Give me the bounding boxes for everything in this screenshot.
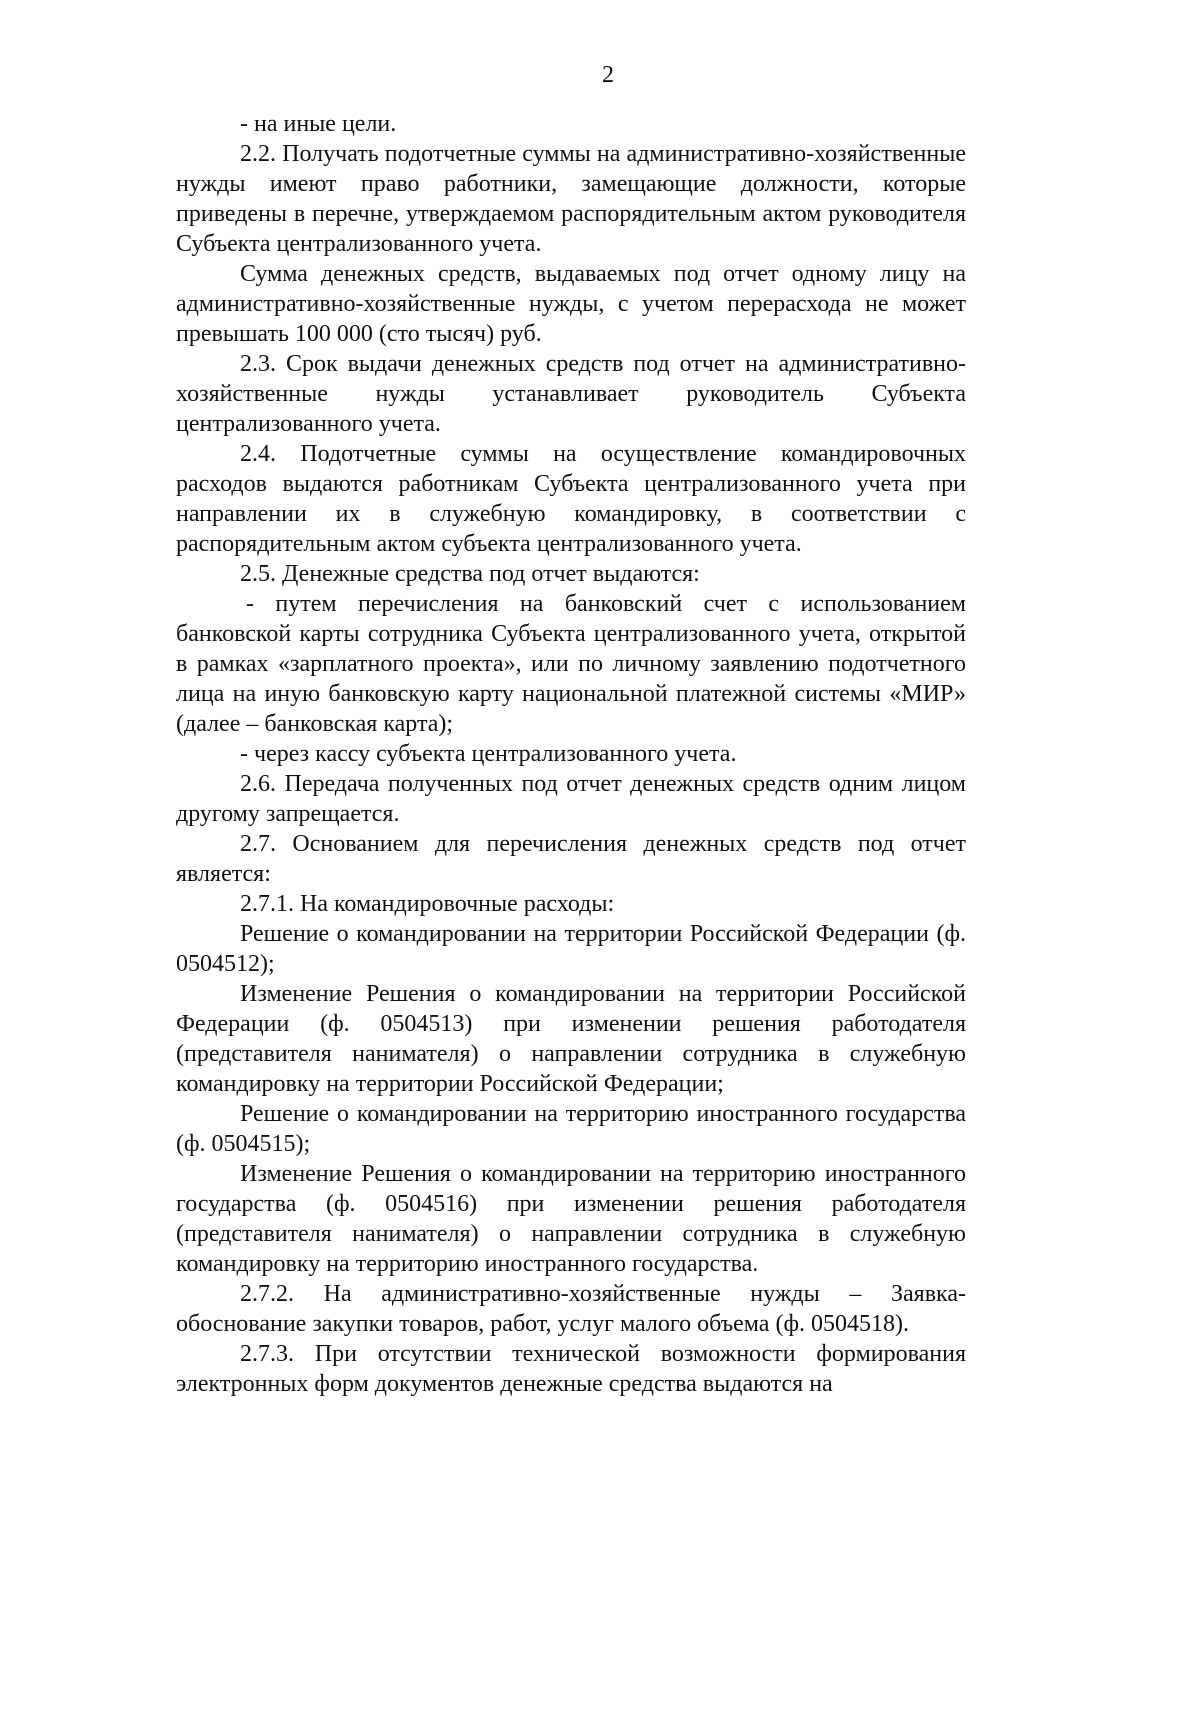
paragraph-2-7-3: 2.7.3. При отсутствии технической возможности формирования электронных форм документов денежные средства выдаются на xyxy=(176,1341,966,1397)
page-number: 2 xyxy=(602,62,614,88)
paragraph-amount-limit: Сумма денежных средств, выдаваемых под отчет одному лицу на административно-хозяйственные нужды, с учетом перерасхода не может превышать 100 000 (сто тысяч) руб. xyxy=(176,261,966,347)
paragraph-2-3: 2.3. Срок выдачи денежных средств под отчет на административно-хозяйственные нужды устанавливает руководитель Субъекта централизованного учета. xyxy=(176,351,966,437)
paragraph-2-2: 2.2. Получать подотчетные суммы на административно-хозяйственные нужды имеют право работники, замещающие должности, которые приведены в перечне, утверждаемом распорядительным актом руководителя Субъекта централизованного учета. xyxy=(176,141,966,257)
paragraph-change-decision-foreign: Изменение Решения о командировании на территорию иностранного государства (ф. 0504516) при изменении решения работодателя (представителя нанимателя) о направлении сотрудника в служебную командировку на территорию иностранного государства. xyxy=(176,1161,966,1277)
paragraph-decision-foreign: Решение о командировании на территорию иностранного государства (ф. 0504515); xyxy=(176,1101,966,1157)
document-body xyxy=(176,109,966,1399)
paragraph-2-6: 2.6. Передача полученных под отчет денежных средств одним лицом другому запрещается. xyxy=(176,771,966,827)
paragraph-2-7-2: 2.7.2. На административно-хозяйственные нужды – Заявка-обоснование закупки товаров, работ, услуг малого объема (ф. 0504518). xyxy=(176,1281,966,1337)
paragraph-2-7: 2.7. Основанием для перечисления денежных средств под отчет является: xyxy=(176,831,966,887)
paragraph-bank-card: - путем перечисления на банковский счет с использованием банковской карты сотрудника Субъекта централизованного учета, открытой в рамках «зарплатного проекта», или по личному заявлению подотчетного лица на иную банковскую карту национальной платежной системы «МИР» (далее – банковская карта); xyxy=(176,591,966,737)
paragraph-change-decision-rf: Изменение Решения о командировании на территории Российской Федерации (ф. 0504513) при изменении решения работодателя (представителя нанимателя) о направлении сотрудника в служебную командировку на территории Российской Федерации; xyxy=(176,981,966,1097)
paragraph-2-5: 2.5. Денежные средства под отчет выдаются: xyxy=(240,561,700,587)
paragraph-2-4: 2.4. Подотчетные суммы на осуществление командировочных расходов выдаются работникам Субъекта централизованного учета при направлении их в служебную командировку, в соответствии с распорядительным актом субъекта централизованного учета. xyxy=(176,441,966,557)
paragraph-decision-rf: Решение о командировании на территории Российской Федерации (ф. 0504512); xyxy=(176,921,966,977)
paragraph-2-7-1: 2.7.1. На командировочные расходы: xyxy=(240,891,615,917)
paragraph-cash-desk: - через кассу субъекта централизованного учета. xyxy=(240,741,737,767)
paragraph-other-purposes: - на иные цели. xyxy=(240,111,397,137)
